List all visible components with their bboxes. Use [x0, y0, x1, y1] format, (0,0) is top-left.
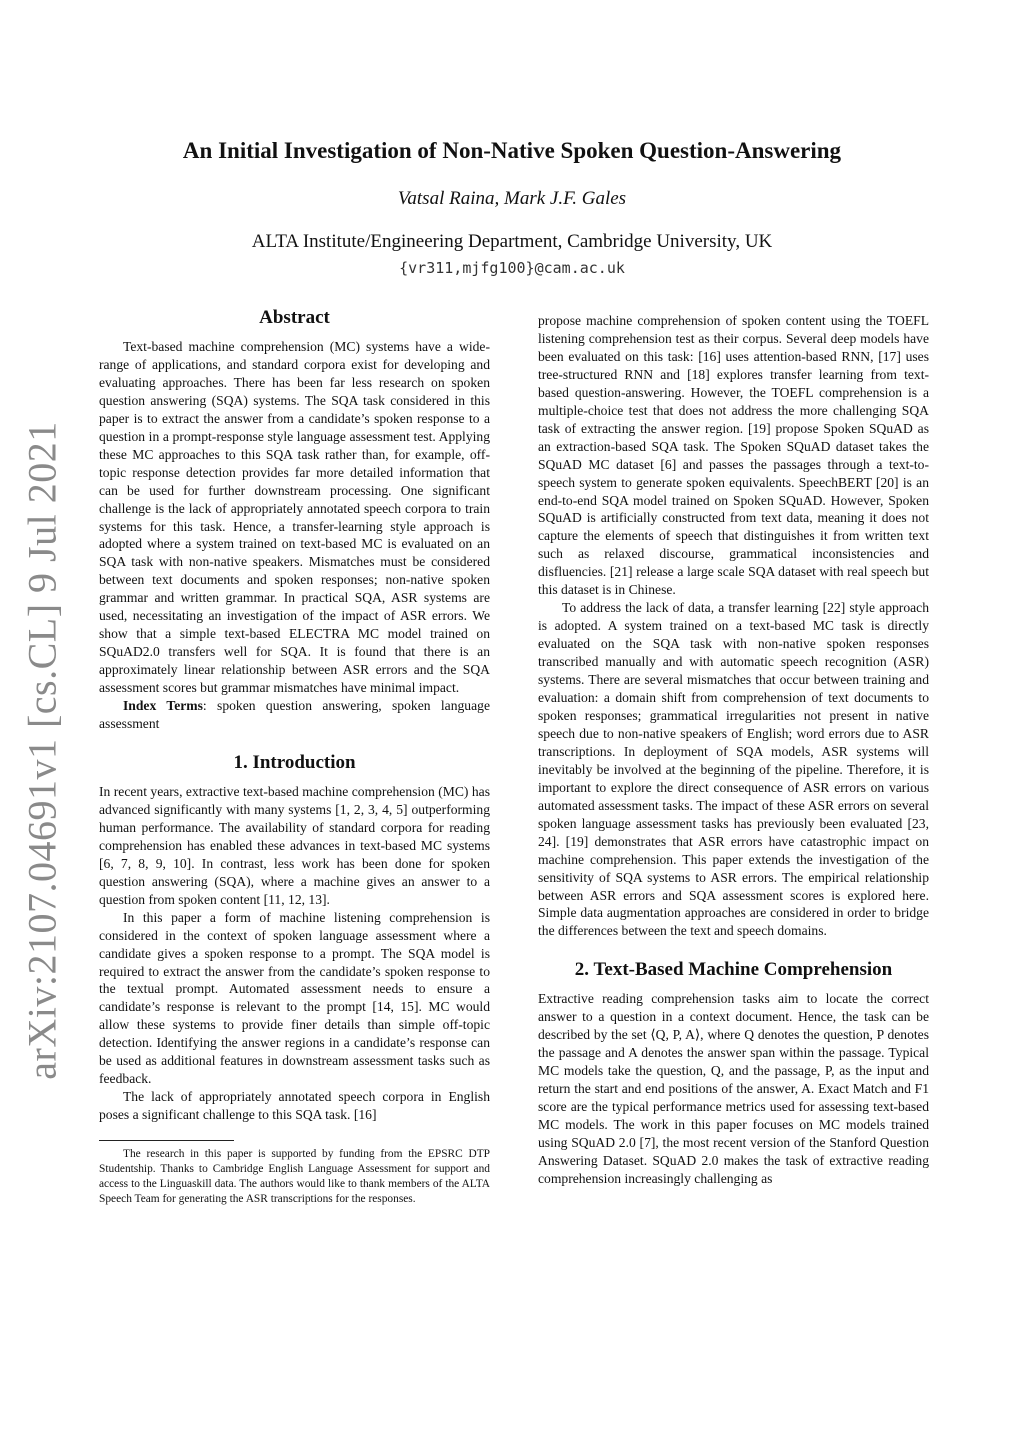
intro-paragraph-1: In recent years, extractive text-based machine comprehension (MC) has advanced significantly with many systems [1, 2, 3, 4, 5] outperforming human performance. The availability of standard corpora for reading comprehension has enabled these advances in text-based MC systems [6, 7, 8, 9, 10]. In contrast, less work has been done for spoken question answering (SQA), where a machine gives an answer to a question from spoken content [11, 12, 13].: [99, 783, 490, 907]
index-terms: [99, 697, 490, 733]
section-2-heading: 2. Text-Based Machine Comprehension: [574, 959, 893, 981]
paper-title: An Initial Investigation of Non-Native Spoken Question-Answering: [182, 138, 842, 163]
index-terms-text: : spoken question answering, spoken language assessment: [99, 698, 490, 732]
introduction-heading: 1. Introduction: [233, 751, 356, 773]
footnote-divider: [99, 1140, 234, 1141]
left-column: [99, 306, 490, 1207]
paper-authors: Vatsal Raina, Mark J.F. Gales: [397, 188, 627, 209]
paper-affiliation: ALTA Institute/Engineering Department, Cambridge University, UK: [251, 231, 773, 252]
abstract-text: Text-based machine comprehension (MC) systems have a wide-range of applications, and standard corpora exist for developing and evaluating approaches. There has been far less research on spoken question answering (SQA) systems. The SQA task considered in this paper is to extract the answer from a candidate’s spoken response to a question in a prompt-response style language assessment test. Applying these MC approaches to this SQA task rather than, for example, off-topic response detection provides far more detailed information that can be used for further downstream processing. One significant challenge is the lack of appropriately annotated speech corpora to train systems for this task. Hence, a transfer-learning style approach is adopted where a system trained on text-based MC is evaluated on an SQA task with non-native speakers. Mismatches must be considered between text documents and spoken responses; non-native spoken grammar and written grammar. In practical SQA, ASR systems are used, necessitating an investigation of the impact of ASR errors. We show that a simple text-based ELECTRA MC model trained on SQuAD2.0 transfers well for SQA. It is found that there is an approximately linear relationship between ASR errors and the SQA assessment scores but grammar mismatches have minimal impact.: [99, 339, 490, 696]
intro-continuation: propose machine comprehension of spoken content using the TOEFL listening comprehension test as their corpus. Several deep models have been evaluated on this task: [16] uses attention-based RNN, [17] uses tree-structured RNN and [18] explores transfer learning from text-based question-answering. However, the TOEFL comprehension is a multiple-choice test that does not address the more challenging SQA task of extracting the answer region. [19] propose Spoken SQuAD as an extraction-based SQA task. The Spoken SQuAD dataset takes the SQuAD MC dataset [6] and passes the passages through a text-to-speech system to generate spoken equivalents. SpeechBERT [20] is an end-to-end SQA model trained on Spoken SQuAD. However, Spoken SQuAD is artificially constructed from text data, meaning it does not capture the elements of speech that distinguishes it from written text such as relaxed discourse, grammatical inconsistencies and disfluencies. [21] release a large scale SQA dataset with real speech but this dataset is in Chinese.: [538, 313, 929, 598]
arxiv-identifier-stamp: [12, 420, 72, 1080]
arxiv-identifier-text: arXiv:2107.04691v1 [cs.CL] 9 Jul 2021: [19, 420, 65, 1080]
index-terms-label: Index Terms: [123, 698, 203, 714]
section-2-text: Extractive reading comprehension tasks aim to locate the correct answer to a question in a context document. Hence, the task can be described by the set ⟨Q, P, A⟩, where Q denotes the question, P denotes the passage and A denotes the answer span within the passage. Typical MC models take the question, Q, and the passage, P, as the input and return the start and end positions of the answer, A. Exact Match and F1 score are the typical performance metrics used for assessing text-based MC models. The work in this paper focuses on MC models trained using SQuAD 2.0 [7], the most recent version of the Stanford Question Answering Dataset. SQuAD 2.0 makes the task of extractive reading comprehension increasingly challenging as: [538, 991, 929, 1186]
footnote-text: The research in this paper is supported by funding from the EPSRC DTP Studentship. Thanks to Cambridge English Language Assessment for support and access to the Linguaskill data. The authors would like to thank members of the ALTA Speech Team for generating the ASR transcriptions for the responses.: [99, 1148, 490, 1206]
intro-paragraph-2: In this paper a form of machine listening comprehension is considered in the context of spoken language assessment where a candidate gives a spoken response to a prompt. The SQA model is required to extract the answer from the candidate’s spoken response to the textual prompt. Automated assessment needs to ensure a candidate’s response is relevant to the prompt [14, 15]. MC would allow these systems to provide finer details than simple off-topic detection. Identifying the answer regions in a candidate’s response can be used as additional features in downstream assessment tasks such as feedback.: [99, 909, 490, 1087]
author-emails: {vr311,mjfg100}@cam.ac.uk: [399, 259, 625, 277]
right-column: [538, 312, 929, 1188]
intro-paragraph-4: To address the lack of data, a transfer learning [22] style approach is adopted. A system trained on a text-based MC task is directly evaluated on the SQA task with non-native spoken responses transcribed manually and with automatic speech recognition (ASR) systems. There are several mismatches that occur between training and evaluation: a domain shift from comprehension of text documents to spoken responses; grammatical irregularities not present in native speech due to non-native speakers of English; word errors due to ASR transcriptions. In deployment of SQA models, ASR systems will inevitably be involved at the beginning of the pipeline. Therefore, it is important to explore the direct consequence of ASR errors on various automated assessment tasks. The impact of these ASR errors on several spoken language assessment tasks has previously been evaluated [23, 24]. [19] demonstrates that ASR errors have catastrophic impact on machine comprehension. This paper extends the investigation of the sensitivity of SQA systems to ASR errors. The empirical relationship between ASR errors and SQA assessment scores is explored here. Simple data augmentation approaches are considered in order to bridge the differences between the text and speech domains.: [538, 600, 929, 939]
intro-paragraph-3: The lack of appropriately annotated speech corpora in English poses a significant challenge to this SQA task. [16]: [99, 1089, 490, 1123]
abstract-heading: Abstract: [259, 307, 330, 328]
